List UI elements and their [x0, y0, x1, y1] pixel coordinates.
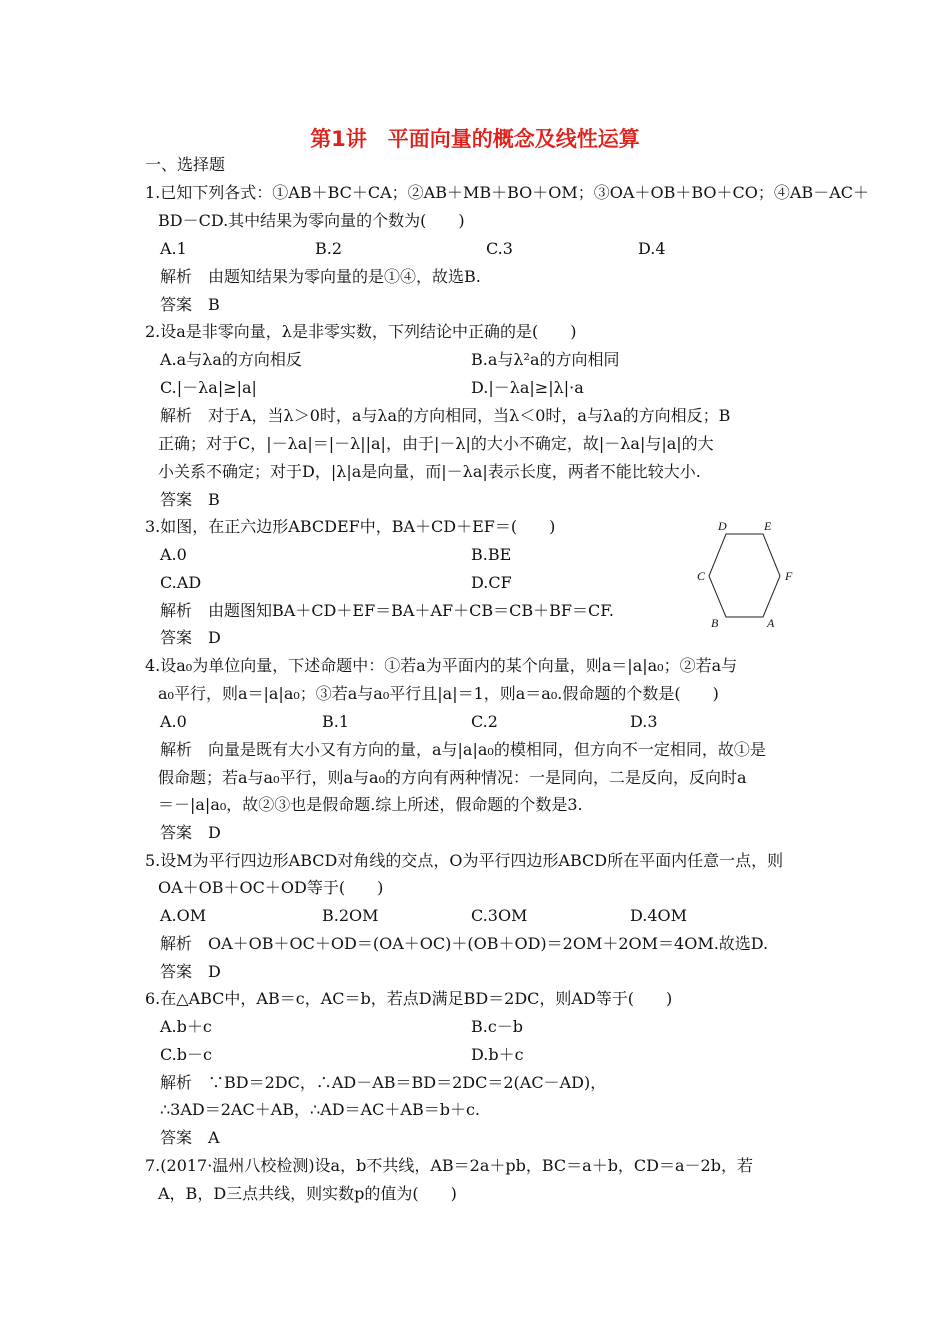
q4-analysis-line3: ＝－|a|a₀，故②③也是假命题.综上所述，假命题的个数是3. [158, 795, 583, 814]
q5-option-d: D.4OM [630, 906, 688, 925]
q3-stem: 3.如图，在正六边形ABCDEF中，BA＋CD＋EF＝( ) [145, 517, 556, 536]
q6-option-c: C.b－c [160, 1045, 212, 1064]
q4-option-a: A.0 [160, 712, 187, 731]
q2-analysis-line3: 小关系不确定；对于D，|λ|a是向量，而|－λa|表示长度，两者不能比较大小. [158, 462, 701, 481]
q1-option-d: D.4 [638, 239, 666, 258]
hexagon-figure [680, 518, 810, 630]
q7-stem-line1: 7.(2017·温州八校检测)设a，b不共线，AB＝2a＋pb，BC＝a＋b，CD＝a－2b，若 [145, 1156, 753, 1175]
q5-option-c: C.3OM [471, 906, 528, 925]
hexagon-vertex-b: B [711, 616, 719, 630]
page-title: 第1讲 平面向量的概念及线性运算 [310, 127, 640, 151]
q1-analysis: 解析 由题知结果为零向量的是①④，故选B. [160, 267, 481, 286]
q4-analysis-line2: 假命题；若a与a₀平行，则a与a₀的方向有两种情况：一是同向，二是反向，反向时a [158, 768, 747, 787]
q1-option-b: B.2 [315, 239, 343, 258]
q5-analysis: 解析 OA＋OB＋OC＋OD＝(OA＋OC)＋(OB＋OD)＝2OM＋2OM＝4OM.故选D. [160, 934, 769, 953]
q1-option-a: A.1 [160, 239, 187, 258]
q4-analysis-line1: 解析 向量是既有大小又有方向的量，a与|a|a₀的模相同，但方向不一定相同，故①是 [160, 740, 766, 759]
q5-stem-line2: OA＋OB＋OC＋OD等于( ) [158, 878, 384, 897]
q1-stem-line2: BD－CD.其中结果为零向量的个数为( ) [158, 211, 465, 230]
q3-option-a: A.0 [160, 545, 187, 564]
q6-option-a: A.b＋c [160, 1017, 212, 1036]
q7-stem-line2: A，B，D三点共线，则实数p的值为( ) [158, 1184, 457, 1203]
q6-answer: 答案 A [160, 1128, 220, 1147]
q4-option-c: C.2 [471, 712, 498, 731]
q5-option-a: A.OM [160, 906, 207, 925]
hexagon-shape [709, 534, 780, 617]
q5-stem-line1: 5.设M为平行四边形ABCD对角线的交点，O为平行四边形ABCD所在平面内任意一点，则 [145, 851, 784, 870]
q2-stem: 2.设a是非零向量，λ是非零实数，下列结论中正确的是( ) [145, 322, 577, 341]
section-heading: 一、选择题 [145, 155, 226, 174]
q6-analysis-line2: ∴3AD＝2AC＋AB，∴AD＝AC＋AB＝b＋c. [160, 1100, 480, 1119]
q3-answer: 答案 D [160, 628, 221, 647]
hexagon-vertex-a: A [767, 616, 775, 630]
hexagon-vertex-c: C [697, 569, 706, 583]
q3-analysis: 解析 由题图知BA＋CD＋EF＝BA＋AF＋CB＝CB＋BF＝CF. [160, 601, 614, 620]
q2-answer: 答案 B [160, 490, 220, 509]
q3-option-b: B.BE [471, 545, 512, 564]
q4-stem-line1: 4.设a₀为单位向量，下述命题中：①若a为平面内的某个向量，则a＝|a|a₀；②若a与 [145, 656, 738, 675]
q6-stem: 6.在△ABC中，AB＝c，AC＝b，若点D满足BD＝2DC，则AD等于( ) [145, 989, 673, 1008]
hexagon-vertex-d: D [718, 519, 727, 533]
q4-option-d: D.3 [630, 712, 658, 731]
q5-answer: 答案 D [160, 962, 221, 981]
q2-option-d: D.|－λa|≥|λ|·a [471, 378, 584, 397]
q1-option-c: C.3 [486, 239, 513, 258]
q2-analysis-line1: 解析 对于A，当λ＞0时，a与λa的方向相同，当λ＜0时，a与λa的方向相反；B [160, 406, 731, 425]
q2-option-a: A.a与λa的方向相反 [160, 350, 302, 369]
q4-option-b: B.1 [322, 712, 350, 731]
q5-option-b: B.2OM [322, 906, 379, 925]
q6-option-b: B.c－b [471, 1017, 524, 1036]
q4-answer: 答案 D [160, 823, 221, 842]
q2-option-c: C.|－λa|≥|a| [160, 378, 257, 397]
q6-option-d: D.b＋c [471, 1045, 524, 1064]
q4-stem-line2: a₀平行，则a＝|a|a₀；③若a与a₀平行且|a|＝1，则a＝a₀.假命题的个数是( ) [158, 684, 719, 703]
q1-answer: 答案 B [160, 295, 220, 314]
q1-stem-line1: 1.已知下列各式：①AB＋BC＋CA；②AB＋MB＋BO＋OM；③OA＋OB＋BO＋CO；④AB－AC＋ [145, 183, 869, 202]
q3-option-c: C.AD [160, 573, 202, 592]
hexagon-vertex-f: F [785, 569, 793, 583]
q2-analysis-line2: 正确；对于C，|－λa|＝|－λ||a|，由于|－λ|的大小不确定，故|－λa|与|a|的大 [158, 434, 714, 453]
q6-analysis-line1: 解析 ∵BD＝2DC，∴AD－AB＝BD＝2DC＝2(AC－AD)， [160, 1073, 607, 1092]
q2-option-b: B.a与λ²a的方向相同 [471, 350, 620, 369]
q3-option-d: D.CF [471, 573, 512, 592]
hexagon-vertex-e: E [764, 519, 772, 533]
